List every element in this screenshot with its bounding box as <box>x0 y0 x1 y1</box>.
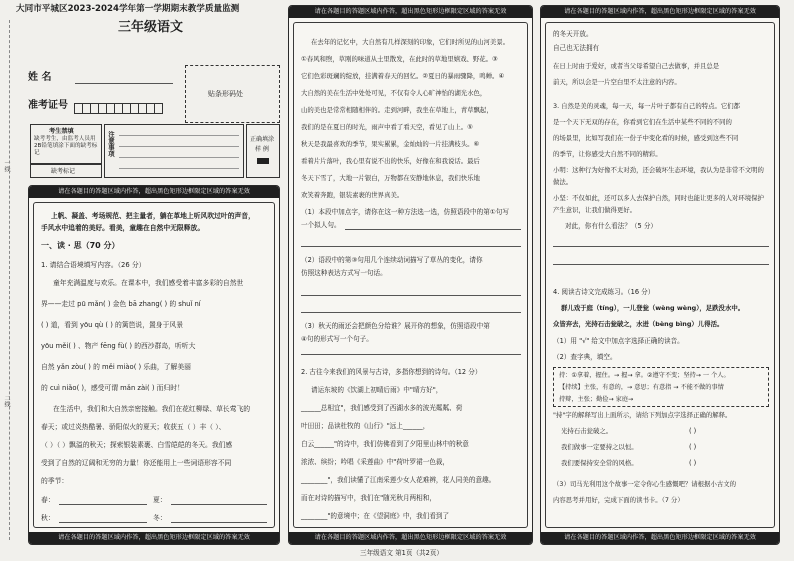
warning-top-2: 请在各题目的答题区域内作答，超出黑色矩形边框限定区域的答案无效 <box>289 6 532 18</box>
top-line-2: 自己也无法拥有 <box>553 44 600 52</box>
passage-line-7: 秋天是我最喜欢的季节，果实累累，金灿灿的一片挂满枝头。⑥ <box>301 140 480 148</box>
name-label: 姓 名 <box>28 72 52 83</box>
passage-line-3: 它们色彩斑斓的绽放，挂满着春天的回忆。②夏日的暴雨骤降，鸣蝉。④ <box>301 72 505 80</box>
fill-example-label: 正确填涂 <box>250 136 275 143</box>
passage-line-2: ①春风和煦，草刚的味道从土里散发，在此时的草地里嬉戏、野花。③ <box>301 55 498 63</box>
passage-line-1: 在去年的记忆中，大自然有几样深刻的印象，它们时所见的山河美景。 <box>311 38 510 46</box>
opinion-line-2[interactable] <box>553 264 769 265</box>
barcode-label: 贴条形码处 <box>208 90 243 98</box>
season-summer-field[interactable] <box>171 504 267 505</box>
poem-line-5[interactable]: 浓浓、缤纷；吟唱《采莲曲》中"荷叶罗裙一色裁， <box>301 458 450 466</box>
answer-line-2b[interactable] <box>301 312 521 313</box>
question-3: 3. 自然是美的灵魂，每一天，每一片叶子都有自己的特点。它们都 <box>553 102 741 110</box>
q4-sub-3: （3）司马光利用这个故事一定令你心生感慨吧？请根据小古文的 <box>553 480 737 488</box>
passage-line-8: 看着片片落叶，我心里有说不出的快乐，好像在和我说话。最后 <box>301 157 480 165</box>
para-line-8[interactable]: 春天；或过炎热酷暑、骄阳似火的夏天；收获五（ ）丰（ ）、 <box>41 423 226 431</box>
warning-top-3: 请在各题目的答题区域内作答，超出黑色矩形边框限定区域的答案无效 <box>541 6 779 18</box>
warning-bottom-1: 请在各题目的答题区域内作答，超出黑色矩形边框限定区域的答案无效 <box>29 532 279 544</box>
poem-line-7[interactable]: 而在对诗的描写中，我们在"随光秋月两相和， <box>301 494 436 502</box>
intro-line-1: 上帆、凝盖、考场规范、把主量者，躺在革地上听风吹过叶的声音， <box>51 212 255 220</box>
para-line-11: 的季节： <box>41 477 69 485</box>
q3-line-3: 的季节，让你感受大自然不同的精彩。 <box>553 150 662 158</box>
dict-line-3: 持辩，主张；勤俭→ 家庭→ <box>559 396 634 403</box>
para-line-6[interactable]: 的 cuì niǎo( )，感受可谓 mǎn zài( ) 而归时！ <box>41 384 184 392</box>
exam-id-label: 准考证号 <box>28 100 68 111</box>
top-line-1: 的冬天开放。 <box>553 30 593 38</box>
exam-id-boxes[interactable] <box>74 99 162 118</box>
option-3-paren[interactable]: ( ) <box>689 459 697 467</box>
para-line-10: 受到了自然的辽阔和无穷的力量！你还能用上一些词语形容不同 <box>41 459 232 467</box>
opinion-prompt: 对此，你有什么看法？（5 分） <box>565 222 658 230</box>
notes-box <box>104 124 244 178</box>
sub-question-3: （3）秋天的雨还会把颜色分给谁？展开你的想象，仿照语段中第 <box>301 322 490 330</box>
answer-area-1 <box>28 185 280 545</box>
xiaoming-text: 小明：这种行为好像不太对劲，还会破坏生态环境，我认为是非常不文明的做法。 <box>553 166 764 186</box>
para-line-2[interactable]: 界——走过 pū mǎn( ) 金色 bā zhang( ) 的 shuǐ ní <box>41 300 201 308</box>
binding-label-1: 一线 <box>3 160 10 172</box>
absent-notice-body: 缺考考生，由监考人员用2B铅笔填涂下面的缺考标记 <box>34 136 98 156</box>
para-line-9[interactable]: （ ）（ ）飘溢的秋天；探索银装素裹、白雪皑皑的冬天。我们感 <box>41 441 233 449</box>
option-2-paren[interactable]: ( ) <box>689 443 697 451</box>
answer-line-2a[interactable] <box>301 295 521 296</box>
q4-sub-2: （2）查字典，填空。 <box>553 353 617 361</box>
classical-line-1: 群儿戏于庭（tíng），一儿登瓮（wèng wèng），足跌没水中。 <box>561 304 745 312</box>
sub-question-2b: 仿照这种表达方式写一句话。 <box>301 269 387 277</box>
answer-line-1b[interactable] <box>301 246 521 247</box>
passage-line-9: 冬天下雪了，大地一片银白，万物都在安静地休息，我们快乐地 <box>301 174 480 182</box>
absent-notice-title: 考生禁填 <box>49 128 74 135</box>
poem-line-8[interactable]: ________"的意境中；在《望洞庭》中，我们看到了 <box>301 512 450 520</box>
q4-sub-3b: 内容思考并用好，完成下面的读书卡。（7 分） <box>553 496 684 504</box>
xiaojian-text: 小坚：不仅如此，还可以多人去保护自然，同时也能让更多的人对环境保护产生意识，让我们做得更好。 <box>553 194 764 214</box>
poem-line-2[interactable]: ______总相宜"，我们感受到了西湖水多的波光粼粼、荷 <box>301 404 463 412</box>
para-line-3[interactable]: ( ) 道，看到 yōu qù ( ) 的篱笆说，置身于风景 <box>41 321 183 329</box>
para-line-1: 童年充满温度与欢乐。在课本中，我们感受着丰富多彩的自然世 <box>53 279 244 287</box>
answer-line-1a[interactable] <box>345 229 521 230</box>
fill-example-sample: 样 例 <box>255 146 269 153</box>
dict-line-1: 持：①拿着，握住。→ 握→ 拿。②遵守不变；坚持→ 一 个人。 <box>559 372 730 379</box>
barcode-area <box>185 65 280 123</box>
season-winter-field[interactable] <box>171 522 267 523</box>
warning-bottom-3: 请在各题目的答题区域内作答，超出黑色矩形边框限定区域的答案无效 <box>541 532 779 544</box>
poem-line-6[interactable]: ________"，我们读懂了江南采莲少女人花难辨，花人同美的意趣。 <box>301 476 496 484</box>
warning-top-1: 请在各题目的答题区域内作答，超出黑色矩形边框限定区域的答案无效 <box>29 186 279 198</box>
passage-line-4: 大自然的美在生活中处处可见，不仅有令人心旷神怡的湖光水色， <box>301 89 487 97</box>
season-winter-label: 冬： <box>153 514 167 522</box>
season-spring-label: 春： <box>41 496 55 504</box>
opinion-line-1[interactable] <box>553 246 769 247</box>
q4-sub-1: （1）用 "√" 给文中加点字选择正确的读音。 <box>553 337 684 345</box>
question-2: 2. 古往今来我们的风景与古诗，多指你想到的诗句。（12 分） <box>301 368 482 376</box>
passage-line-5: 山的美也是常常相随相伴的。走到河畔，我坐在草地上，青草飘起， <box>301 106 493 114</box>
classical-line-2: 众皆弃去，光持石击瓮破之，水迸（bèng bìng）儿得活。 <box>553 320 724 328</box>
answer-area-3 <box>540 5 780 545</box>
section-heading: 一、读 · 思（70 分） <box>41 241 120 250</box>
page-footer: 三年级语文 第1页（共2页） <box>360 549 444 557</box>
fill-example-box <box>246 124 280 178</box>
binding-dashed-line <box>9 20 10 540</box>
option-2: 我们做事一定要持之以恒。 <box>561 443 638 451</box>
top-line-4: 前天，所以会是一片空白里不太注意的内容。 <box>553 78 681 86</box>
poem-line-4[interactable]: 白云______"的诗中，我们仿佛看到了夕阳里山林中的秋意 <box>301 440 469 448</box>
para-line-5[interactable]: 自然 yǎn zòu( ) 的 měi miào( ) 乐曲，了解美丽 <box>41 363 191 371</box>
q3-line-2: 的场景里，比如写我们在一份子中变化看的时候，感受到这些不同 <box>553 134 739 142</box>
season-autumn-field[interactable] <box>59 522 147 523</box>
season-autumn-label: 秋： <box>41 514 55 522</box>
exam-title: 大同市平城区2023-2024学年第一学期期末教学质量监测 <box>16 4 240 14</box>
passage-line-6: 我们的是在夏日的时光，雨声中看了看天空，看见了山上。⑤ <box>301 123 473 131</box>
para-line-4[interactable]: yōu měi( ) 、物产 fēng fù( ) 的西沙群岛，听听大 <box>41 342 196 350</box>
dictionary-box <box>553 367 769 407</box>
binding-label-2: 二线 <box>3 395 10 407</box>
poem-line-3[interactable]: 叶田田；品读杜牧的《山行》"远上______， <box>301 422 430 430</box>
q3-line-1: 是一个天下无双的存在，你看到它们在生活中某些不同的不同的 <box>553 118 732 126</box>
answer-line-3a[interactable] <box>301 354 521 355</box>
question-1: 1. 请结合语境填写内容。（26 分） <box>41 261 146 269</box>
absent-mark-box[interactable] <box>30 164 102 178</box>
sub-question-2: （2）语段中的第③句用几个连续动词描写了草丛的变化，请你 <box>301 256 483 264</box>
season-spring-field[interactable] <box>59 504 147 505</box>
sub-question-3b: ④句的形式写一个句子。 <box>301 335 373 343</box>
passage-line-10: 欢笑着奔跑，银装素裹的世界真美。 <box>301 191 404 199</box>
question-4: 4. 阅读古诗文完成练习。（16 分） <box>553 288 655 296</box>
option-3: 我们要保持安全常的风格。 <box>561 459 638 467</box>
q4-sub-2b: "持"字的解释写出上面所示，请给下列加点字选择正确的解释。 <box>553 411 732 419</box>
sub-question-1: （1）本段中加点字，请你在这一种方法选一选，仿照语段中的第①句写 <box>301 208 509 216</box>
absent-mark-label: 缺考标记 <box>51 168 76 175</box>
dict-line-2: 【持续】主张，有意的，→ 意思；有意指 → 不能不做的事情 <box>559 384 724 391</box>
answer-area-2 <box>288 5 533 545</box>
absent-notice-box <box>30 124 102 164</box>
option-1: 光持石击瓮破之。 <box>561 427 613 435</box>
option-1-paren[interactable]: ( ) <box>689 427 697 435</box>
season-summer-label: 夏： <box>153 496 167 504</box>
top-line-3: 在日上时由于爱好，或者当父母希望自己去做事，并且总是 <box>553 62 720 70</box>
warning-bottom-2: 请在各题目的答题区域内作答，超出黑色矩形边框限定区域的答案无效 <box>289 532 532 544</box>
para-line-7: 在生活中，我们和大自然亲密接触。我们在花红柳绿、草长莺飞的 <box>53 405 251 413</box>
poem-line-1[interactable]: 请运东坡的《饮湖上初晴后雨》中"晴方好"， <box>311 386 443 394</box>
sub-question-1b: 一个拟人句。 <box>301 221 341 229</box>
subject-title: 三年级语文 <box>118 20 184 35</box>
fill-example-mark <box>257 158 269 164</box>
name-field[interactable] <box>75 83 173 84</box>
intro-line-2: 手风水中追着的美好。看美，童趣在自然中无限释放。 <box>41 224 205 232</box>
notes-title: 注意事项 <box>107 131 115 157</box>
